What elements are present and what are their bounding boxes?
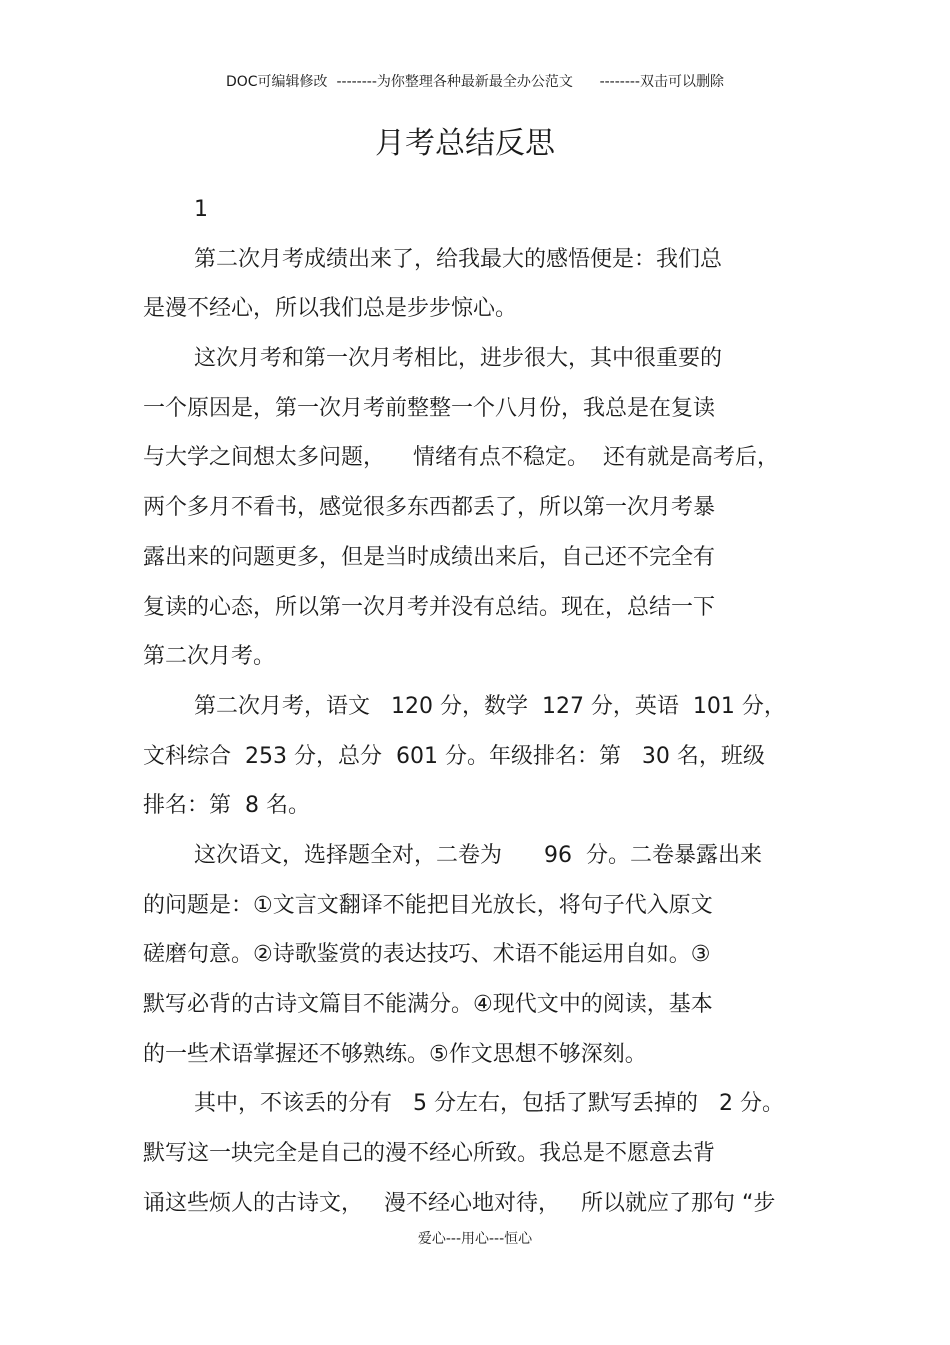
page-footer: 爱心---用心---恒心 bbox=[417, 1231, 533, 1247]
paragraph-line: 是漫不经心，所以我们总是步步惊心。 bbox=[143, 296, 518, 322]
paragraph-line: 的问题是：①文言文翻译不能把目光放长，将句子代入原文 bbox=[143, 892, 713, 918]
paragraph-line: 诵这些烦人的古诗文， 漫不经心地对待， 所以就应了那句 “步 bbox=[143, 1190, 776, 1216]
paragraph-line: 第二次月考成绩出来了，给我最大的感悟便是：我们总 bbox=[194, 246, 723, 272]
paragraph-line: 一个原因是，第一次月考前整整一个八月份，我总是在复读 bbox=[143, 395, 716, 421]
paragraph-line: 的一些术语掌握还不够熟练。⑤作文思想不够深刻。 bbox=[143, 1041, 647, 1067]
paragraph-line: 排名：第 8 名。 bbox=[143, 793, 310, 819]
page-header: DOC可编辑修改 --------为你整理各种最新最全办公范文 --------双击可以删除 bbox=[225, 74, 724, 90]
paragraph-line: 与大学之间想太多问题， 情绪有点不稳定。 还有就是高考后， bbox=[143, 445, 779, 471]
paragraph-line: 磋磨句意。②诗歌鉴赏的表达技巧、术语不能运用自如。③ bbox=[143, 942, 711, 968]
paragraph-line: 这次语文，选择题全对，二卷为 96 分。二卷暴露出来 bbox=[194, 842, 762, 868]
paragraph-line: 复读的心态，所以第一次月考并没有总结。现在，总结一下 bbox=[143, 594, 716, 620]
paragraph-line: 露出来的问题更多，但是当时成绩出来后，自己还不完全有 bbox=[143, 544, 716, 570]
paragraph-line: 默写这一块完全是自己的漫不经心所致。我总是不愿意去背 bbox=[143, 1141, 716, 1167]
paragraph-line: 其中，不该丢的分有 5 分左右，包括了默写丢掉的 2 分。 bbox=[194, 1091, 784, 1117]
document-title: 月考总结反思 bbox=[375, 126, 555, 161]
document-body bbox=[143, 185, 813, 1228]
paragraph-line: 第二次月考，语文 120 分，数学 127 分，英语 101 分， bbox=[194, 693, 786, 719]
paragraph-line: 1 bbox=[194, 197, 208, 222]
paragraph-line: 默写必背的古诗文篇目不能满分。④现代文中的阅读，基本 bbox=[143, 992, 713, 1017]
paragraph-line: 两个多月不看书，感觉很多东西都丢了，所以第一次月考暴 bbox=[143, 495, 716, 521]
paragraph-line: 第二次月考。 bbox=[143, 644, 276, 670]
paragraph-line: 这次月考和第一次月考相比，进步很大，其中很重要的 bbox=[194, 346, 723, 372]
paragraph-line: 文科综合 253 分，总分 601 分。年级排名：第 30 名，班级 bbox=[143, 743, 765, 769]
